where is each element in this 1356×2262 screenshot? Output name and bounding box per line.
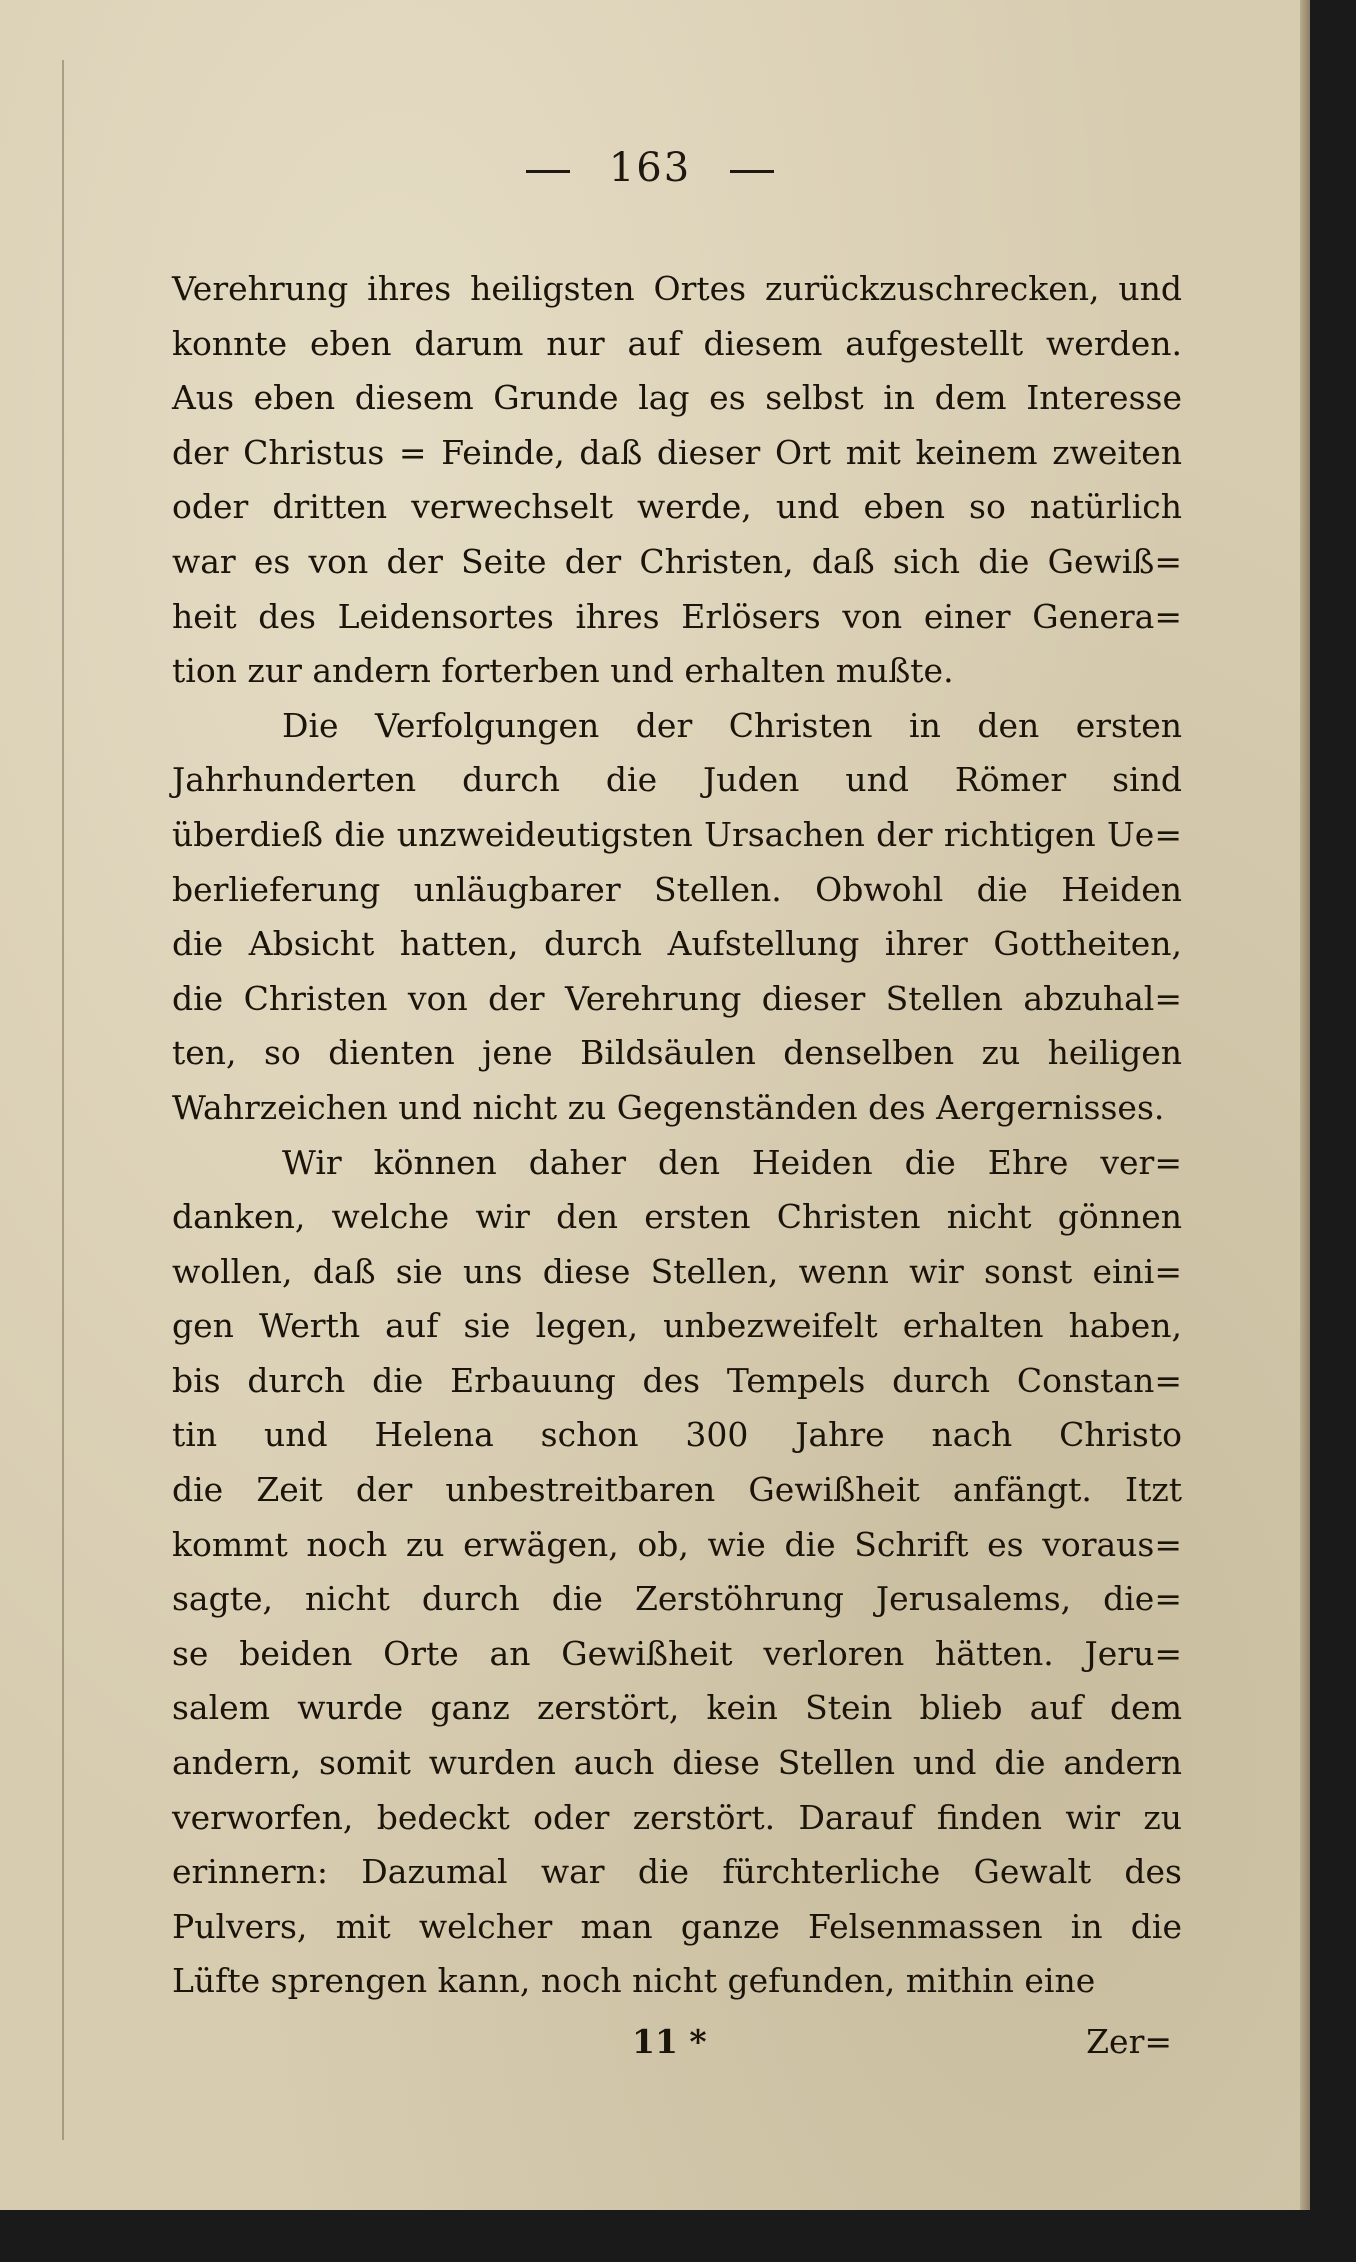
text-line (172, 644, 1182, 699)
text-line (172, 863, 1182, 918)
text-line (172, 1900, 1182, 1955)
line-text: war es von der Seite der Christen, daß sich die Gewiß= (172, 541, 1182, 581)
text-line (172, 1136, 1182, 1191)
line-text: gen Werth auf sie legen, unbezweifelt erhalten haben, (172, 1306, 1182, 1346)
text-line (172, 480, 1182, 535)
text-line (172, 1954, 1182, 2009)
line-text: die Zeit der unbestreitbaren Gewißheit anfängt. Itzt (172, 1470, 1182, 1510)
line-text: Verehrung ihres heiligsten Ortes zurückzuschrecken, und (172, 269, 1182, 308)
paragraph (172, 699, 1182, 1136)
line-text: Die Verfolgungen der Christen in den ersten (282, 705, 1182, 745)
paragraph (172, 262, 1182, 699)
line-text: Wir können daher den Heiden die Ehre ver= (282, 1142, 1182, 1182)
text-line (172, 1791, 1182, 1846)
text-line (172, 699, 1182, 754)
header-dash-left (526, 170, 570, 173)
line-text: oder dritten verwechselt werde, und eben so natürlich (172, 487, 1182, 527)
text-line (172, 1354, 1182, 1409)
text-line (172, 1299, 1182, 1354)
line-text: berlieferung unläugbarer Stellen. Obwohl die Heiden (172, 869, 1182, 909)
page-header (0, 145, 1300, 191)
text-line (172, 535, 1182, 590)
line-text: Lüfte sprengen kann, noch nicht gefunden, mithin eine (172, 1961, 1096, 2001)
line-text: danken, welche wir den ersten Christen nicht gönnen (172, 1197, 1182, 1237)
text-line (172, 753, 1182, 808)
text-line (172, 1081, 1182, 1136)
body-text (172, 262, 1182, 2009)
text-line (172, 1026, 1182, 1081)
signature-mark: 11 * (632, 2022, 707, 2061)
text-line (172, 371, 1182, 426)
line-text: Pulvers, mit welcher man ganze Felsenmassen in die (172, 1906, 1182, 1946)
text-line (172, 808, 1182, 863)
text-line (172, 1627, 1182, 1682)
text-line (172, 262, 1182, 317)
line-text: kommt noch zu erwägen, ob, wie die Schrift es voraus= (172, 1524, 1182, 1564)
line-text: der Christus = Feinde, daß dieser Ort mit keinem zweiten (172, 432, 1182, 472)
line-text: Jahrhunderten durch die Juden und Römer sind (172, 760, 1182, 800)
text-line (172, 972, 1182, 1027)
line-text: heit des Leidensortes ihres Erlösers von einer Genera= (172, 596, 1182, 636)
line-text: erinnern: Dazumal war die fürchterliche Gewalt des (172, 1852, 1182, 1892)
text-line (172, 590, 1182, 645)
text-line (172, 917, 1182, 972)
line-text: überdieß die unzweideutigsten Ursachen der richtigen Ue= (172, 814, 1182, 854)
line-text: ten, so dienten jene Bildsäulen denselben zu heiligen (172, 1033, 1182, 1073)
header-dash-right (730, 170, 774, 173)
text-line (172, 1845, 1182, 1900)
line-text: wollen, daß sie uns diese Stellen, wenn wir sonst eini= (172, 1251, 1182, 1291)
line-text: andern, somit wurden auch diese Stellen und die andern (172, 1743, 1182, 1783)
text-line (172, 1518, 1182, 1573)
text-line (172, 1572, 1182, 1627)
text-line (172, 426, 1182, 481)
paragraph (172, 1136, 1182, 2010)
line-text: Wahrzeichen und nicht zu Gegenständen des Aergernisses. (172, 1087, 1165, 1127)
catchword: Zer= (1086, 2022, 1172, 2061)
line-text: Aus eben diesem Grunde lag es selbst in dem Interesse (172, 378, 1182, 418)
page-edge-shadow (1300, 0, 1310, 2210)
page-number: 163 (608, 145, 692, 191)
line-text: tion zur andern forterben und erhalten mußte. (172, 651, 954, 691)
text-line (172, 317, 1182, 372)
line-text: tin und Helena schon 300 Jahre nach Christo (172, 1415, 1182, 1455)
line-text: die Christen von der Verehrung dieser Stellen abzuhal= (172, 978, 1182, 1018)
text-line (172, 1408, 1182, 1463)
line-text: bis durch die Erbauung des Tempels durch Constan= (172, 1360, 1182, 1400)
line-text: se beiden Orte an Gewißheit verloren hätten. Jeru= (172, 1633, 1182, 1673)
line-text: sagte, nicht durch die Zerstöhrung Jerusalems, die= (172, 1579, 1182, 1619)
line-text: verworfen, bedeckt oder zerstört. Darauf finden wir zu (172, 1797, 1182, 1837)
line-text: die Absicht hatten, durch Aufstellung ihrer Gottheiten, (172, 924, 1182, 964)
text-line (172, 1190, 1182, 1245)
text-line (172, 1736, 1182, 1791)
text-line (172, 1681, 1182, 1736)
line-text: konnte eben darum nur auf diesem aufgestellt werden. (172, 323, 1182, 363)
binding-edge-line (62, 60, 64, 2140)
line-text: salem wurde ganz zerstört, kein Stein blieb auf dem (172, 1688, 1182, 1728)
text-line (172, 1463, 1182, 1518)
text-line (172, 1245, 1182, 1300)
